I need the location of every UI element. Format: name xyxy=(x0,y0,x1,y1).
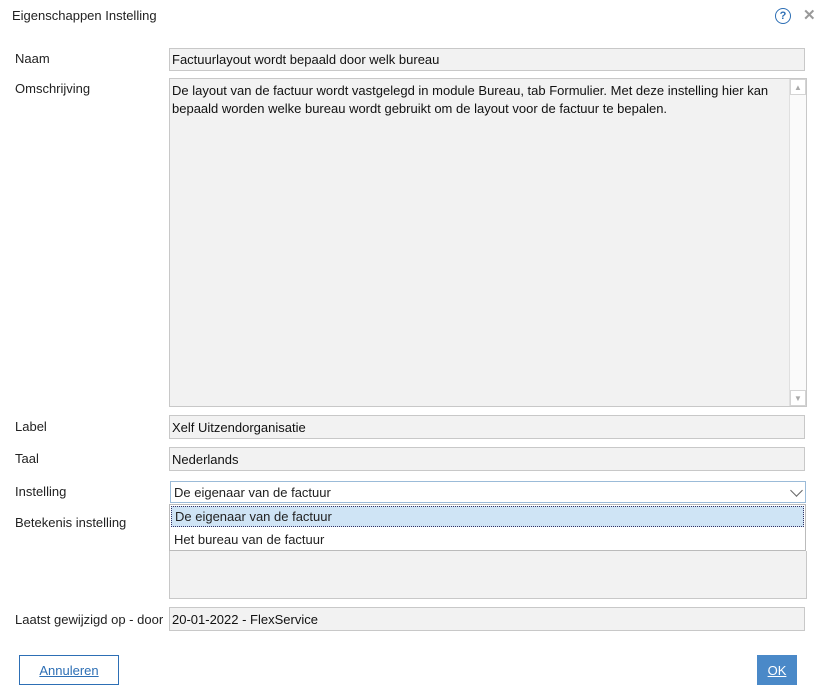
scroll-down-icon[interactable]: ▼ xyxy=(790,390,806,406)
omschrijving-textarea[interactable] xyxy=(169,78,807,407)
label-label: Label xyxy=(15,419,47,434)
dropdown-option-eigenaar[interactable]: De eigenaar van de factuur xyxy=(171,506,804,527)
laatst-gewijzigd-label: Laatst gewijzigd op - door xyxy=(15,612,164,627)
laatst-gewijzigd-field[interactable]: 20-01-2022 - FlexService xyxy=(169,607,805,631)
instelling-select[interactable] xyxy=(170,481,806,503)
naam-field[interactable]: Factuurlayout wordt bepaald door welk bureau xyxy=(169,48,805,71)
omschrijving-scrollbar[interactable] xyxy=(789,79,806,406)
instelling-label: Instelling xyxy=(15,484,67,499)
cancel-button[interactable]: Annuleren xyxy=(19,655,119,685)
betekenis-field[interactable] xyxy=(169,551,807,599)
instelling-dropdown-list xyxy=(169,504,806,551)
chevron-down-icon[interactable] xyxy=(790,484,803,497)
dropdown-option-bureau[interactable]: Het bureau van de factuur xyxy=(174,532,325,547)
dialog-title: Eigenschappen Instelling xyxy=(12,8,157,23)
betekenis-label: Betekenis instelling xyxy=(15,515,127,530)
taal-label: Taal xyxy=(15,451,39,466)
omschrijving-text: De layout van de factuur wordt vastgelegd in module Bureau, tab Formulier. Met deze instelling hier kan bepaald worden welke bureau wordt gebruikt om de layout voor de factuur te bepalen. xyxy=(172,83,769,116)
ok-button[interactable]: OK xyxy=(757,655,797,685)
taal-field[interactable]: Nederlands xyxy=(169,447,805,471)
scroll-up-icon[interactable]: ▲ xyxy=(790,79,806,95)
instelling-selected-value: De eigenaar van de factuur xyxy=(174,484,331,500)
omschrijving-label: Omschrijving xyxy=(15,81,91,96)
naam-label: Naam xyxy=(15,51,50,66)
close-icon[interactable]: ✕ xyxy=(803,7,816,24)
label-field[interactable]: Xelf Uitzendorganisatie xyxy=(169,415,805,439)
help-icon[interactable]: ? xyxy=(775,8,791,24)
